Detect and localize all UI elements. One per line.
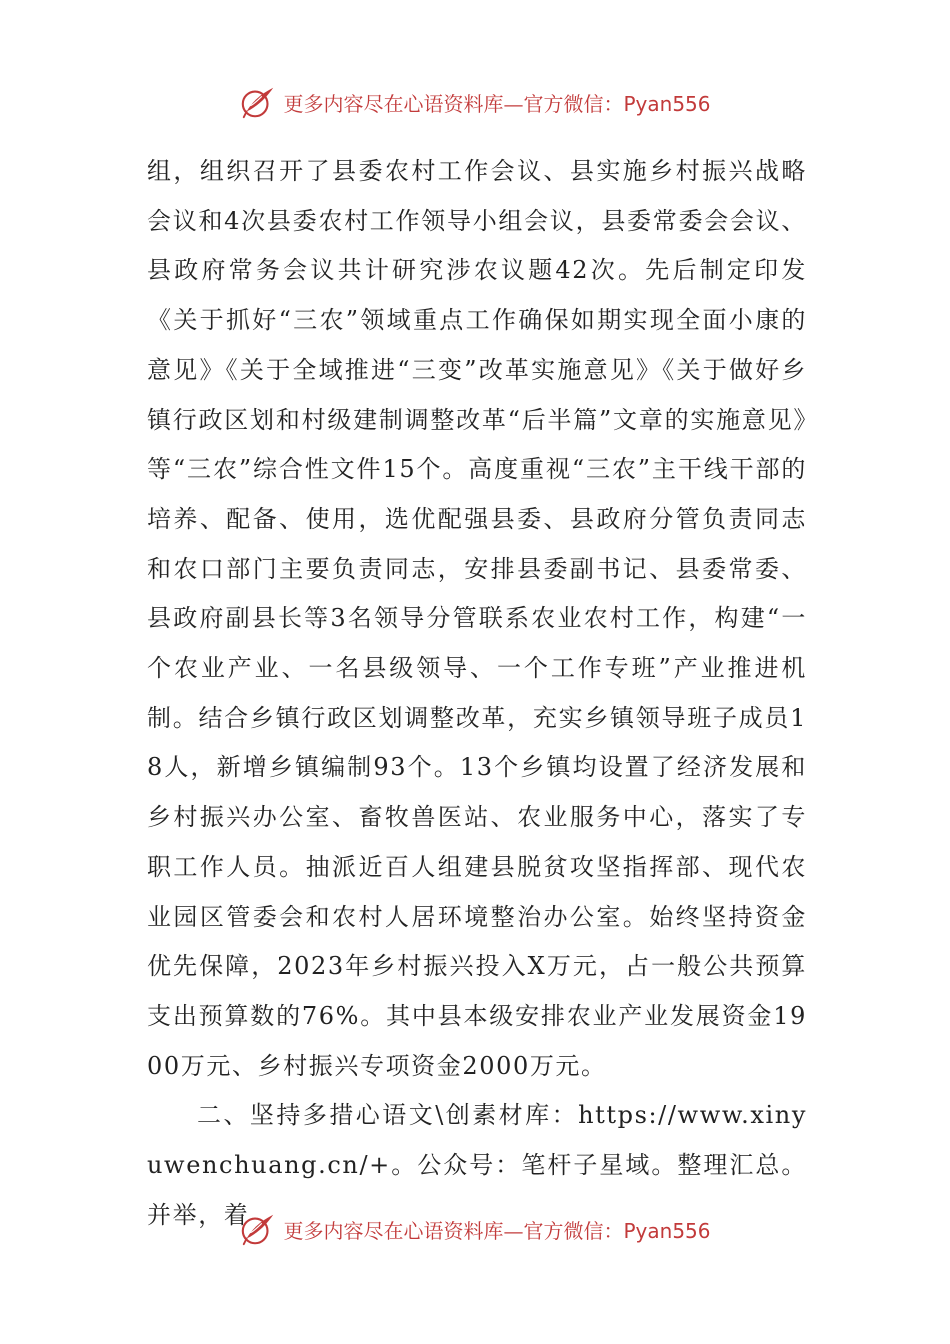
quill-pen-logo-icon (239, 1210, 277, 1248)
banner-text: 更多内容尽在心语资料库—官方微信：Pyan556 (283, 1218, 711, 1243)
wechat-handle: Pyan556 (623, 1218, 711, 1243)
wechat-handle: Pyan556 (623, 91, 711, 116)
banner-text: 更多内容尽在心语资料库—官方微信：Pyan556 (283, 91, 711, 116)
footer-banner (0, 1209, 950, 1249)
body-paragraph-1: 组，组织召开了县委农村工作会议、县实施乡村振兴战略会议和4次县委农村工作领导小组会议，县委常委会会议、县政府常务会议共计研究涉农议题42次。先后制定印发《关于抓好“三农”领域重点工作确保如期实现全面小康的意见》《关于全域推进“三变”改革实施意见》《关于做好乡镇行政区划和村级建制调整改革“后半篇”文章的实施意见》等“三农”综合性文件15个。高度重视“三农”主干线干部的培养、配备、使用，选优配强县委、县政府分管负责同志和农口部门主要负责同志，安排县委副书记、县委常委、县政府副县长等3名领导分管联系农业农村工作，构建“一个农业产业、一名县级领导、一个工作专班”产业推进机制。结合乡镇行政区划调整改革，充实乡镇领导班子成员18人，新增乡镇编制93个。13个乡镇均设置了经济发展和乡村振兴办公室、畜牧兽医站、农业服务中心，落实了专职工作人员。抽派近百人组建县脱贫攻坚指挥部、现代农业园区管委会和农村人居环境整治办公室。始终坚持资金优先保障，2023年乡村振兴投入X万元，占一般公共预算支出预算数的76%。其中县本级安排农业产业发展资金1900万元、乡村振兴专项资金2000万元。 (147, 157, 807, 1080)
header-banner (0, 82, 950, 122)
document-body (147, 147, 807, 1240)
body-paragraph-2: 二、坚持多措心语文\创素材库：https://www.xinyuwenchuang.cn/+。公众号：笔杆子星域。整理汇总。并举，着 (147, 1101, 807, 1229)
quill-pen-logo-icon (239, 83, 277, 121)
